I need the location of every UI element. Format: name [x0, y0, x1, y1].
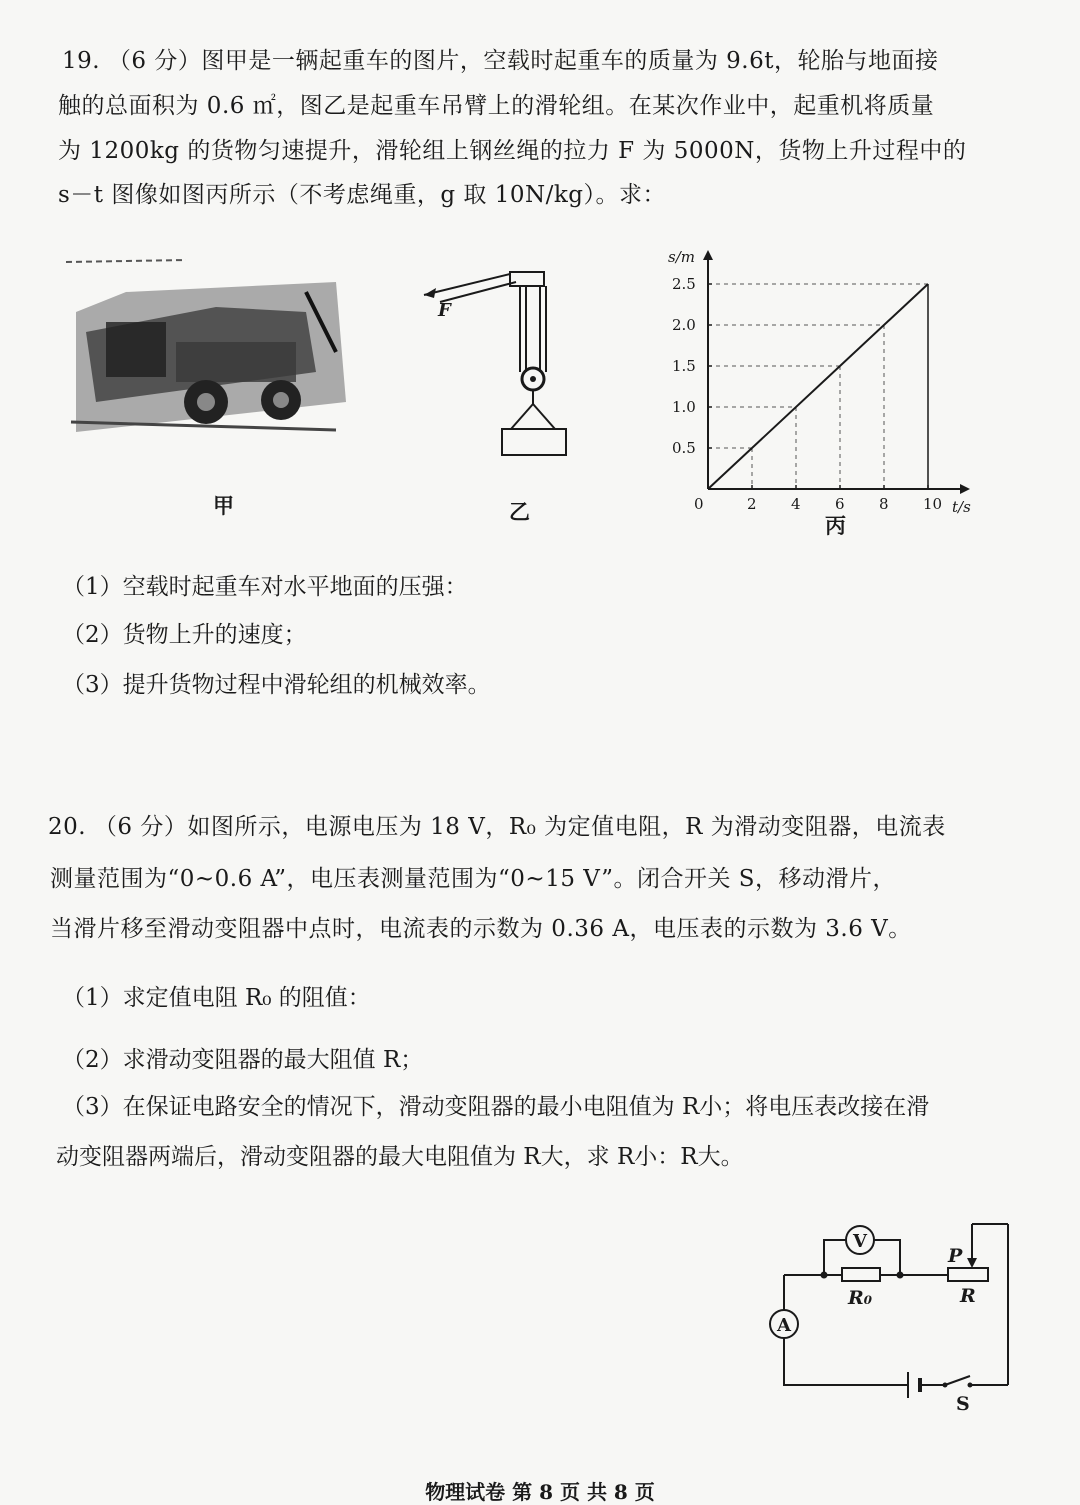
y-tick-label-4: 2.5 [672, 275, 696, 293]
series-line-0 [708, 284, 928, 489]
y-axis-label: s/m [668, 248, 695, 266]
s-t-chart [650, 244, 990, 534]
x-tick-label-0: 0 [694, 495, 704, 513]
x-axis-label: t/s [952, 498, 971, 516]
x-tick-label-3: 6 [835, 495, 845, 513]
page-footer: 物理试卷 第 8 页 共 8 页 [425, 1480, 655, 1504]
q20-question-3-line-2: 动变阻器两端后，滑动变阻器的最大电阻值为 R大，求 R小：R大。 [56, 1144, 744, 1170]
q19-line-2: 触的总面积为 0.6 ㎡，图乙是起重车吊臂上的滑轮组。在某次作业中，起重机将质量 [58, 93, 935, 119]
q20-line-2: 测量范围为“0~0.6 A”，电压表测量范围为“0~15 V”。闭合开关 S，移动滑片， [50, 866, 897, 892]
q20-line-3: 当滑片移至滑动变阻器中点时，电流表的示数为 0.36 A，电压表的示数为 3.6 V。 [50, 916, 912, 942]
y-axis-arrow [703, 250, 713, 260]
q19-question-2: （2）货物上升的速度； [62, 622, 307, 648]
x-tick-label-5: 10 [923, 495, 943, 513]
r0-resistor [842, 1268, 880, 1281]
ammeter-symbol: A [777, 1315, 791, 1336]
y-tick-label-1: 1.0 [672, 398, 696, 416]
r0-label: R₀ [848, 1287, 873, 1309]
crane-truck-photo [66, 252, 350, 442]
q20-line-1: 20. （6 分）如图所示，电源电压为 18 V，R₀ 为定值电阻，R 为滑动变阻器，电流表 [48, 814, 946, 840]
caption-yi: 乙 [509, 499, 530, 524]
switch-blade [945, 1376, 970, 1385]
caption-bing: 丙 [825, 513, 846, 538]
q20-question-3-line-1: （3）在保证电路安全的情况下，滑动变阻器的最小电阻值为 R小；将电压表改接在滑 [62, 1094, 930, 1120]
q19-question-1: （1）空载时起重车对水平地面的压强： [62, 574, 468, 600]
voltmeter-symbol: V [853, 1231, 867, 1252]
q19-line-3: 为 1200kg 的货物匀速提升，滑轮组上钢丝绳的拉力 F 为 5000N，货物上升过程中的 [58, 138, 967, 164]
force-f-label: F [438, 300, 451, 321]
circuit-diagram [760, 1210, 1030, 1420]
x-tick-label-1: 2 [747, 495, 757, 513]
q20-question-2: （2）求滑动变阻器的最大阻值 R； [62, 1047, 424, 1073]
q19-line-1: 19. （6 分）图甲是一辆起重车的图片，空载时起重车的质量为 9.6t，轮胎与地面接 [62, 48, 939, 74]
y-tick-label-2: 1.5 [672, 357, 696, 375]
x-axis-arrow [960, 484, 970, 494]
q19-question-3: （3）提升货物过程中滑轮组的机械效率。 [62, 672, 491, 698]
q20-question-1: （1）求定值电阻 R₀ 的阻值： [62, 985, 371, 1011]
switch-label: S [956, 1393, 970, 1415]
slider-p-label: P [948, 1245, 963, 1267]
rheostat-resistor [948, 1268, 988, 1281]
q19-line-4: s－t 图像如图丙所示（不考虑绳重，g 取 10N/kg）。求： [58, 182, 667, 208]
x-tick-label-2: 4 [791, 495, 801, 513]
y-tick-label-3: 2.0 [672, 316, 696, 334]
y-tick-label-0: 0.5 [672, 439, 696, 457]
caption-jia: 甲 [213, 493, 234, 518]
x-tick-label-4: 8 [879, 495, 889, 513]
pulley-block-diagram [416, 262, 586, 462]
r-label: R [960, 1285, 976, 1307]
